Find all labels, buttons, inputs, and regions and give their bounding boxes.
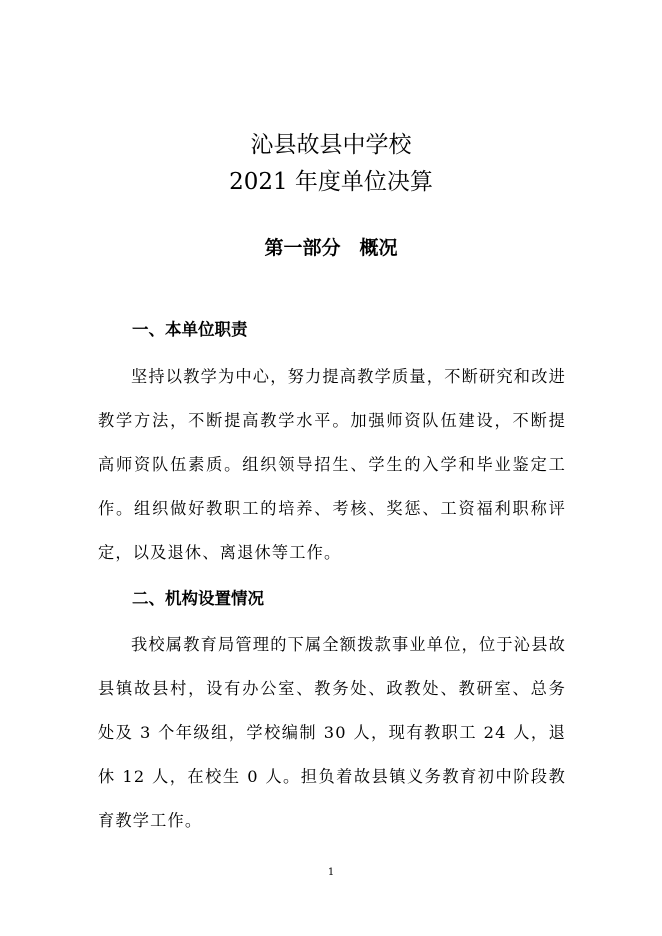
section-body-organization: 我校属教育局管理的下属全额拨款事业单位，位于沁县故县镇故县村，设有办公室、教务处、政教处、教研室、总务处及 3 个年级组，学校编制 30 人，现有教职工 24 人，退休 12 人，在校生 0 人。担负着故县镇义务教育初中阶段教育教学工作。 — [98, 635, 566, 830]
part-heading: 第一部分 概况 — [264, 237, 398, 259]
page-number: 1 — [327, 867, 335, 878]
section-body-duties: 坚持以教学为中心，努力提高教学质量，不断研究和改进教学方法，不断提高教学水平。加强师资队伍建设，不断提高师资队伍素质。组织领导招生、学生的入学和毕业鉴定工作。组织做好教职工的培养、考核、奖惩、工资福利职称评定，以及退休、离退休等工作。 — [98, 367, 566, 562]
document-title-line1: 沁县故县中学校 — [250, 132, 412, 158]
document-title-line2: 2021 年度单位决算 — [229, 169, 433, 195]
section-heading-duties: 一、本单位职责 — [132, 320, 248, 339]
section-heading-organization: 二、机构设置情况 — [132, 589, 264, 608]
